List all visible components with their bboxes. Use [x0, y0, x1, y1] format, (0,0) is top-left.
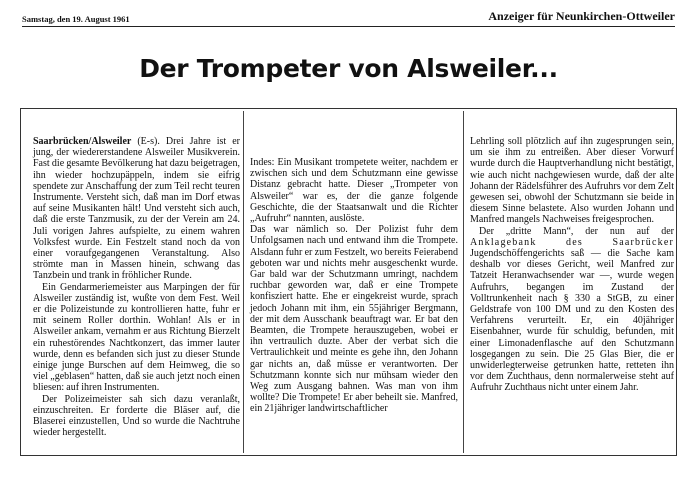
paragraph-text: Der „dritte Mann“, der nun auf der — [479, 225, 674, 237]
article-column-3 — [470, 136, 674, 394]
paragraph: Der Polizeimeister sah sich dazu veranlaßt, einzuschreiten. Er forderte die Bläser auf, die Blaserei einzustellen, Und so wurde die Nachtruhe wieder hergestellt. — [33, 393, 240, 439]
article-column-2 — [250, 157, 458, 415]
article-column-1 — [33, 136, 240, 438]
paragraph: Das war nämlich so. Der Polizist fuhr dem Unfolgsamen nach und entwand ihm die Trompete. Alsdann fuhr er zum Festzelt, wo bereits Feierabend geboten war und nichts mehr ausgeschenkt wurde. Gar bald war der Schutzmann umringt, nachdem ruchbar geworden war, daß er eine Trompete konfisziert hatte. Ehe er eingekreist wurde, sprach jedoch Johann mit ihm, ein 55jähriger Bergmann, der mit dem Ausschank beauftragt war. Er bat den Beamten, die Trompete herauszugeben, wobei er ihn vertraulich duzte. Aber der verbat sich die Vertraulichkeit und meinte es gehe ihn, den Johann gar nichts an, daß müsse er verantworten. Der Schutzmann konnte sich nur mühsam wieder den Weg zum Ausgang bahnen. Was man von ihm wollte? Die Trompete! Er aber beheilt sie. Manfred, ein 21jähriger landwirtschaftlicher — [250, 224, 458, 415]
column-rule — [463, 111, 464, 453]
article-frame — [20, 108, 677, 456]
paragraph — [470, 226, 674, 394]
spaced-text: Anklagebank des Saarbrücker — [470, 236, 674, 248]
newspaper-name: Anzeiger für Neunkirchen-Ottweiler — [488, 9, 675, 23]
paragraph-text: (E-s). Drei Jahre ist er jung, der wiedererstandene Alsweiler Musikverein. Fast die gesamte Bevölkerung hat dazu beigetragen, ihn wieder hochzupäppeln, indem sie eifrig spendete zur Anschaffung der zum Teil recht teuren Instrumente. Versteht sich, daß man im Dorf etwas auf seine Musikanten hält! Und versteht sich auch, daß die erste Tanzmusik, zu der der Verein am 24. Juli vorigen Jahres aufspielte, zu einem wahren Volksfest wurde. Ein Festzelt stand noch da von einer voraufgegangenen Veranstaltung. Also strömte man in Massen hinein, schwang das Tanzbein und trank in fröhlicher Runde. — [33, 136, 240, 282]
paragraph: Ein Gendarmeriemeister aus Marpingen der für Alsweiler zuständig ist, wußte von dem Fest. Weil er die Polizeistunde zu kontrollieren hatte, fuhr er mit seinem Roller dorthin. Wohlan! Als er in Alsweiler ankam, vernahm er aus Richtung Bierzelt ein ruhestörendes Nachtkonzert, das immer lauter wurde, denn es befanden sich just zu dieser Stunde einige junge Burschen auf dem Heimweg, die so viel „geblasen“ hatten, daß sie auch jetzt noch einen bliesen: auf ihren Instrumenten. — [33, 281, 240, 394]
dateline: Saarbrücken/Alsweiler — [33, 136, 132, 147]
paragraph: Indes: Ein Musikant trompetete weiter, nachdem er zwischen sich und dem Schutzmann eine gewisse Distanz gebracht hatte. Dieser „Trompeter von Alsweiler“ war es, der die ganze folgende Geschichte, die der Staatsanwalt und die Richter „Aufruhr“ nannten, auslöste. — [250, 157, 458, 225]
column-rule — [243, 111, 244, 453]
issue-date: Samstag, den 19. August 1961 — [22, 14, 130, 24]
masthead — [22, 4, 675, 27]
article-headline: Der Trompeter von Alsweiler... — [139, 54, 558, 83]
paragraph-text: Jugendschöffengerichts saß — die Sache kam deshalb vor dieses Gericht, weil Manfred zur Tatzeit Heranwachsender war —, wurde wegen Aufruhrs, begangen im Zustand der Volltrunkenheit nach § 330 a StGB, zu einer Geldstrafe von 100 DM und zu den Kosten des Verfahrens verurteilt. Er, ein 40jähriger Eisenbahner, wurde für schuldig, befunden, mit einer Limonadenflasche auf den Schutzmann losgegangen zu sein. Die 25 Glas Bier, die er unwiderlegterweise getrunken hatte, retteten ihn vor dem Zuchthaus, denn normalerweise steht auf Aufruhr Zuchthaus nicht unter einem Jahr. — [470, 248, 674, 394]
paragraph — [33, 136, 240, 282]
paragraph: Lehrling soll plötzlich auf ihn zugesprungen sein, um sie ihm zu entreißen. Aber dieser Vorwurf wurde durch die Hauptverhandlung nicht bestätigt, wie auch nicht nachgewiesen wurde, daß der alte Johann der Rädelsführer des Aufruhrs vor dem Zelt gewesen sei, obwohl der Schutzmann sie beide in diesem Sinne belastete. Also wurden Johann und Manfred mangels Nachweises freigesprochen. — [470, 136, 674, 226]
